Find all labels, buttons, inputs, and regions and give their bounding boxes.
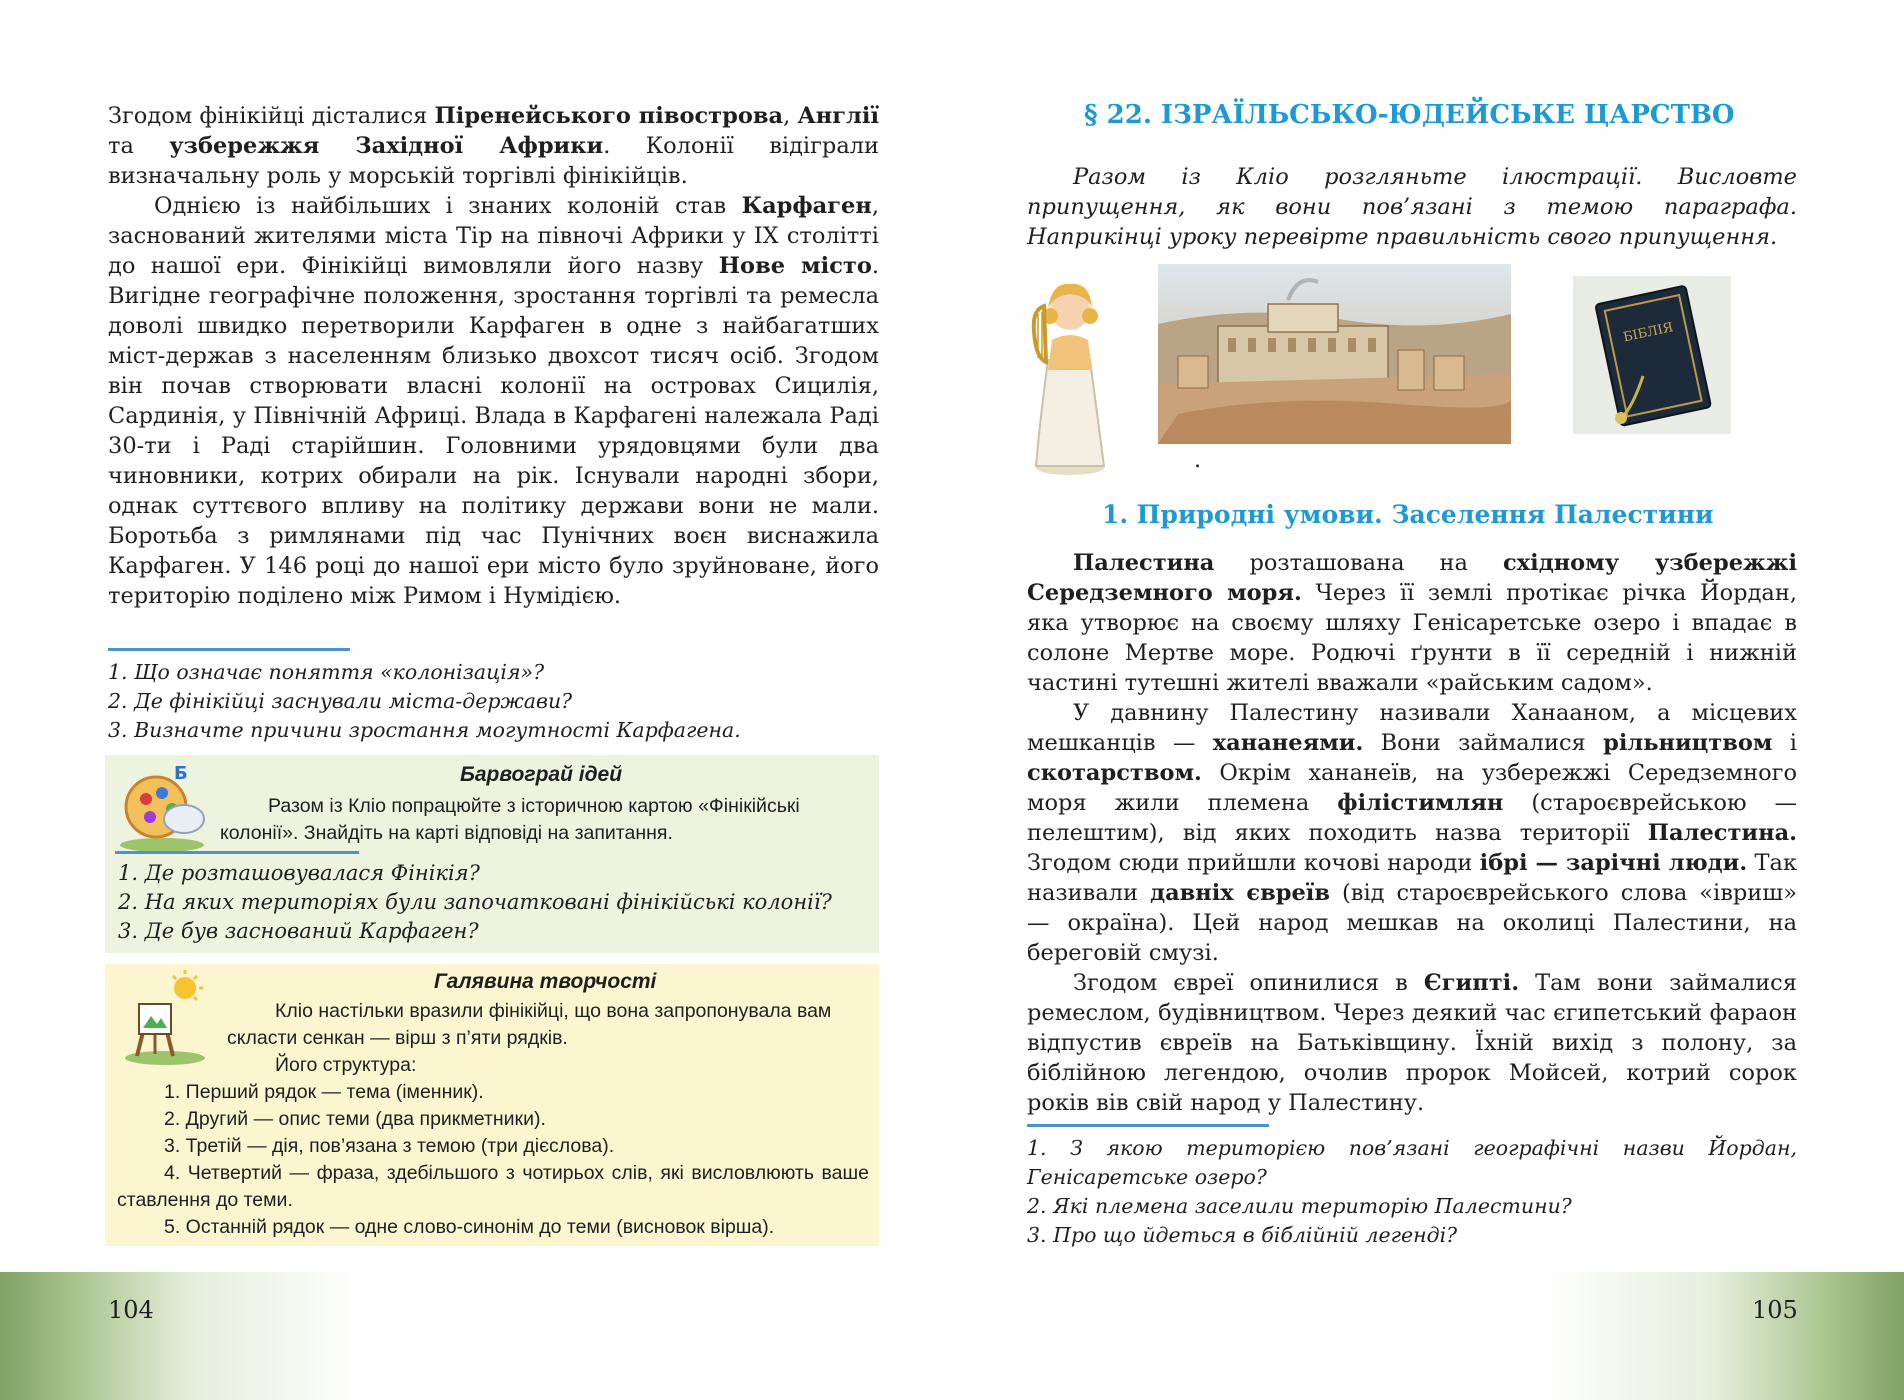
- jerusalem-illustration: [1158, 264, 1511, 444]
- text-run: Згодом євреї опинилися в: [1073, 970, 1424, 996]
- structure-label: Його структура:: [275, 1054, 417, 1076]
- ideas-box-questions: [118, 859, 868, 946]
- clio-muse-icon: [1018, 270, 1122, 476]
- right-footer-band: [952, 1272, 1904, 1400]
- left-paragraph-2: [108, 191, 879, 611]
- bold-term: узбережжя Західної Африки: [169, 133, 604, 159]
- text-run: , заснований жителями міста Тір на півночі Африки у IX столітті до нашої ери. Фінікійці вимовляли його назву: [108, 193, 879, 279]
- question-item: 3. Визначте причини зростання могутності Карфагена.: [108, 718, 741, 742]
- question-item: 3. Де був заснований Карфаген?: [118, 919, 479, 943]
- ideas-box-title: Барвограй ідей: [460, 763, 623, 786]
- question-item: 3. Про що йдеться в біблійній легенді?: [1027, 1223, 1458, 1247]
- left-paragraph-1: [108, 101, 879, 191]
- bold-term: Палестина.: [1647, 820, 1797, 846]
- bold-term: Єгипті.: [1423, 970, 1520, 996]
- left-questions: [108, 658, 879, 745]
- creativity-box-title: Галявина творчості: [434, 970, 657, 993]
- text-run: Окрім хананеїв, на узбережжі Середземного моря жили племена: [1027, 760, 1797, 816]
- structure-item: 3. Третій — дія, пов’язана з темою (три дієслова).: [164, 1135, 615, 1157]
- text-run: розташована на: [1214, 550, 1504, 576]
- structure-item: 2. Другий — опис теми (два прикметники).: [164, 1108, 546, 1130]
- text-run: Через її землі протікає річка Йордан, яка утворює на своєму шляху Генісаретське озеро і впадає в солоне Мертве море. Родючі ґрунти в її середній і нижній частині тутешні жителі вважали «райським садом».: [1027, 580, 1797, 696]
- bold-term: давніх євреїв: [1150, 880, 1330, 906]
- text-run: (староєврейською — пелештим), від яких походить назва території: [1027, 790, 1797, 846]
- text-run: У давнину Палестину називали Ханааном, а місцевих мешканців —: [1027, 700, 1797, 756]
- subsection-title: 1. Природні умови. Заселення Палестини: [1102, 500, 1714, 529]
- right-paragraph-2: [1027, 698, 1797, 968]
- structure-item: 5. Останній рядок — одне слово-синонім до теми (висновок вірша).: [164, 1216, 775, 1238]
- question-item: 1. Що означає поняття «колонізація»?: [108, 660, 545, 684]
- right-questions: [1027, 1134, 1797, 1250]
- bold-term: хананеями.: [1212, 730, 1364, 756]
- question-item: 2. На яких територіях були започатковані фінікійські колонії?: [118, 890, 832, 914]
- bold-term: Нове місто: [718, 253, 872, 279]
- creativity-box-text: Кліо настільки вразили фінікійці, що вона запропонувала вам скласти сенкан — вірш з п’яти рядків.: [227, 1000, 832, 1049]
- text-run: . Вигідне географічне положення, зростання торгівлі та ремесла доволі швидко перетворили Карфаген в одне з найбагатших міст-держав з населенням близько двохсот тисяч осіб. Згодом він почав створювати власні колонії на островах Сицилія, Сардинія, у Північній Африці. Влада в Карфагені належала Раді 30-ти і Раді старійшин. Головними урядовцями були два чиновники, котрих обирали на рік. Існували народні збори, однак суттєвого впливу на політику держави вони не мали. Боротьба з римлянами під час Пунічних воєн виснажила Карфаген. У 146 році до нашої ери місто було зруйноване, його територію поділено між Римом і Нумідією.: [108, 253, 879, 609]
- easel-sun-icon: [119, 968, 211, 1066]
- right-paragraph-1: [1027, 548, 1797, 698]
- bold-term: ібрі — зарічні люди.: [1479, 850, 1748, 876]
- text-run: Однією із найбільших і знаних колоній став: [154, 193, 742, 219]
- right-body-text: [1027, 548, 1797, 1118]
- page-number-right: 105: [1752, 1296, 1798, 1324]
- bold-term: філістимлян: [1337, 790, 1504, 816]
- right-paragraph-3: [1027, 968, 1797, 1118]
- text-run: Згодом фінікійці дісталися: [108, 103, 435, 129]
- svg-text:Б: Б: [174, 763, 188, 784]
- question-item: 2. Де фінікійці заснували міста-держави?: [108, 689, 573, 713]
- left-footer-band: [0, 1272, 952, 1400]
- bold-term: Карфаген: [741, 193, 872, 219]
- text-run: . Колонії відіграли визначальну роль у морській торгівлі фінікійців.: [108, 133, 880, 189]
- right-questions-divider: [1027, 1124, 1269, 1127]
- page-number-left: 104: [108, 1296, 154, 1324]
- dot-mark: .: [1194, 448, 1201, 473]
- ideas-box-text: Разом із Кліо попрацюйте з історичною картою «Фінікійські колонії». Знайдіть на карті відповіді на запитання.: [220, 795, 800, 844]
- bible-book-icon: [1573, 276, 1731, 434]
- question-item: 1. З якою територією пов’язані географічні назви Йордан, Генісаретське озеро?: [1027, 1136, 1797, 1189]
- structure-item: 4. Четвертий — фраза, здебільшого з чотирьох слів, які висловлюють ваше ставлення до теми.: [117, 1162, 869, 1211]
- ideas-box: [105, 755, 879, 953]
- text-run: Так називали: [1027, 850, 1798, 906]
- text-run: Там вони займалися ремеслом, будівництвом. Через деякий час єгипетський фараон відпустив євреїв на Батьківщину. Їхній вихід з полону, за біблійною легендою, очолив пророк Мойсей, котрий сорок років вів свій народ у Палестину.: [1027, 970, 1797, 1116]
- text-run: Згодом сюди прийшли кочові народи: [1027, 850, 1480, 876]
- text-run: Вони займалися: [1363, 730, 1604, 756]
- ideas-box-divider: [115, 851, 359, 854]
- question-item: 2. Які племена заселили територію Палестини?: [1027, 1194, 1572, 1218]
- text-run: та: [108, 133, 170, 159]
- bold-term: Англії: [797, 103, 880, 129]
- bold-term: скотарством.: [1027, 760, 1202, 786]
- bold-term: рільництвом: [1603, 730, 1773, 756]
- palette-globe-icon: [112, 761, 212, 853]
- bold-term: Палестина: [1073, 550, 1215, 576]
- bold-term: Піренейського півострова: [434, 103, 784, 129]
- text-run: (від староєврейського слова «івриш» — окраїна). Цей народ мешкав на околиці Палестини, на береговій смузі.: [1027, 880, 1797, 966]
- text-run: і: [1772, 730, 1797, 756]
- left-questions-divider: [108, 648, 350, 651]
- bold-term: східному узбережжі Середземного моря.: [1027, 550, 1797, 606]
- structure-item: 1. Перший рядок — тема (іменник).: [164, 1081, 484, 1103]
- section-title: § 22. ІЗРАЇЛЬСЬКО-ЮДЕЙСЬКЕ ЦАРСТВО: [1084, 100, 1735, 130]
- question-item: 1. Де розташовувалася Фінікія?: [118, 861, 480, 885]
- creativity-box: [105, 964, 879, 1246]
- intro-text: Разом із Кліо розгляньте ілюстрації. Висловте припущення, як вони пов’язані з темою параграфа. Наприкінці уроку перевірте правильність свого припущення.: [1027, 164, 1797, 250]
- bible-label: БІБЛІЯ: [1621, 320, 1675, 346]
- text-run: ,: [783, 103, 798, 129]
- left-body-text: [108, 101, 879, 611]
